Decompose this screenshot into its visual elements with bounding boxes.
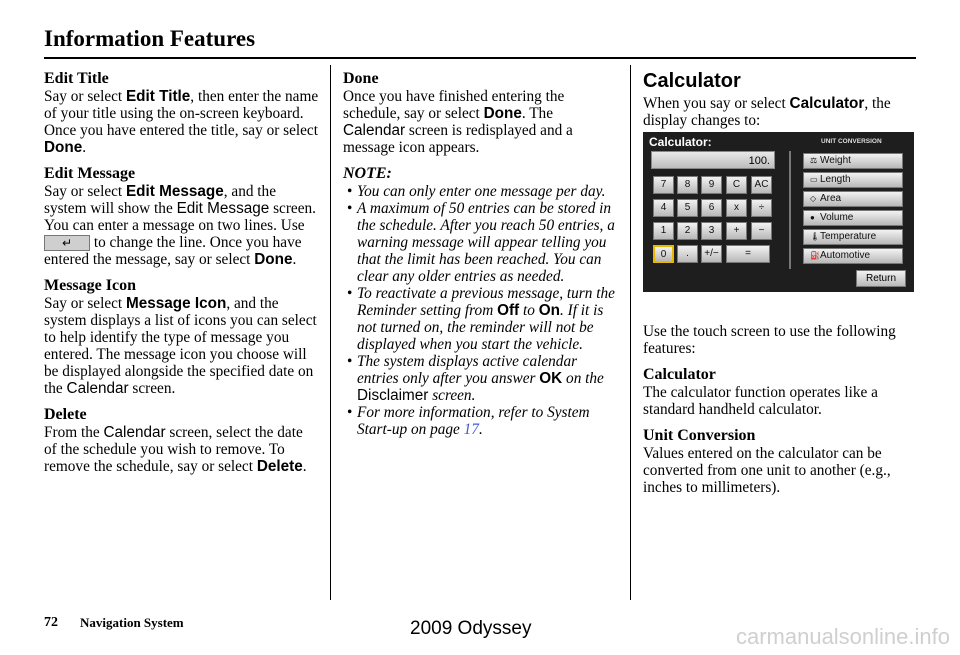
unit-automotive-button[interactable]: ⛽Automotive (803, 248, 903, 264)
unit-conversion-label: UNIT CONVERSION (821, 138, 882, 145)
key-clear[interactable]: C (726, 176, 747, 194)
key-5[interactable]: 5 (677, 199, 698, 217)
return-button[interactable]: Return (856, 270, 906, 287)
key-9[interactable]: 9 (701, 176, 722, 194)
done-text: Once you have finished entering the schedule, say or select Done. The Calendar screen is redisplayed and a message icon appears. (343, 88, 573, 156)
key-4[interactable]: 4 (653, 199, 674, 217)
notes-list (343, 183, 618, 438)
key-7[interactable]: 7 (653, 176, 674, 194)
key-minus[interactable]: − (751, 222, 772, 240)
edit-title-text: Say or select Edit Title, then enter the name of your title using the on-screen keyboard. Once you have entered the title, say or select Done. (44, 88, 319, 156)
key-8[interactable]: 8 (677, 176, 698, 194)
fuel-icon: ⛽ (810, 251, 820, 260)
model-watermark: 2009 Odyssey (410, 618, 532, 639)
key-3[interactable]: 3 (701, 222, 722, 240)
page-title: Information Features (44, 26, 256, 51)
edit-message-heading: Edit Message (44, 165, 136, 182)
unit-temperature-button[interactable]: 🌡Temperature (803, 229, 903, 245)
unit-length-button[interactable]: ▭ Length (803, 172, 903, 188)
key-multiply[interactable]: x (726, 199, 747, 217)
touch-screen-text: Use the touch screen to use the following features: (643, 323, 896, 357)
column-divider-2 (630, 65, 631, 600)
delete-text: From the Calendar screen, select the date of the schedule you wish to remove. To remove the schedule, say or select Delete. (44, 424, 307, 476)
note-item: • To reactivate a previous message, turn the Reminder setting from Off to On. If it is not turned on, the reminder will not be displayed when you start the vehicle. (343, 285, 618, 353)
edit-title-heading: Edit Title (44, 70, 109, 87)
column-1 (44, 70, 319, 475)
key-equals[interactable]: = (726, 245, 770, 263)
screen-separator (789, 151, 791, 269)
calculator-intro: When you say or select Calculator, the display changes to: (643, 95, 891, 129)
key-divide[interactable]: ÷ (751, 199, 772, 217)
column-divider-1 (330, 65, 331, 600)
key-plus[interactable]: + (726, 222, 747, 240)
unit-area-button[interactable]: ◇ Area (803, 191, 903, 207)
screen-title: Calculator: (649, 135, 712, 149)
note-item: • You can only enter one message per day. (343, 183, 618, 200)
unit-conversion-text: Values entered on the calculator can be converted from one unit to another (e.g., inches to millimeters). (643, 445, 891, 496)
column-2 (343, 70, 618, 438)
note-item: • The system displays active calendar entries only after you answer OK on the Disclaimer screen. (343, 353, 618, 404)
site-watermark: carmanualsonline.info (735, 624, 950, 649)
done-heading: Done (343, 70, 379, 87)
page-number: 72 (44, 615, 58, 630)
edit-message-text: Say or select Edit Message, and the system will show the Edit Message screen. You can enter a message on two lines. Use ↵ to change the line. Once you have entered the message, say or select Done. (44, 183, 316, 269)
calculator-heading: Calculator (643, 366, 716, 383)
key-6[interactable]: 6 (701, 199, 722, 217)
unit-weight-button[interactable]: ⚖ Weight (803, 153, 903, 169)
page-link[interactable]: 17 (463, 421, 479, 438)
enter-key-icon: ↵ (44, 235, 90, 251)
calculator-text: The calculator function operates like a standard handheld calculator. (643, 384, 878, 418)
volume-icon: ● (810, 213, 815, 222)
calculator-title: Calculator (643, 70, 741, 92)
key-2[interactable]: 2 (677, 222, 698, 240)
thermometer-icon: 🌡 (810, 232, 821, 241)
calculator-display: 100. (651, 151, 775, 169)
delete-heading: Delete (44, 406, 87, 424)
note-item: • A maximum of 50 entries can be stored in the schedule. After you reach 50 entries, a warning message will appear telling you that the limit has been reached. You can clear any older entries as needed. (343, 200, 618, 285)
weight-icon: ⚖ (810, 156, 818, 165)
key-plus-minus[interactable]: +/− (701, 245, 722, 263)
key-0[interactable]: 0 (653, 245, 674, 263)
key-all-clear[interactable]: AC (751, 176, 772, 194)
ruler-icon: ▭ (810, 175, 818, 184)
message-icon-heading: Message Icon (44, 277, 136, 295)
message-icon-text: Say or select Message Icon, and the system displays a list of icons you can select to help identify the type of message you entered. The message icon you choose will be displayed alongside the specified date on the Calendar screen. (44, 295, 317, 398)
note-label: NOTE: (343, 165, 392, 182)
footer-label: Navigation System (80, 615, 184, 630)
calculator-screenshot (643, 132, 914, 292)
unit-volume-button[interactable]: ● Volume (803, 210, 903, 226)
key-1[interactable]: 1 (653, 222, 674, 240)
unit-conversion-heading: Unit Conversion (643, 427, 756, 444)
key-decimal[interactable]: . (677, 245, 698, 263)
note-item: • For more information, refer to System Start-up on page 17. (343, 404, 618, 438)
area-icon: ◇ (810, 194, 817, 203)
header-rule (44, 57, 916, 59)
